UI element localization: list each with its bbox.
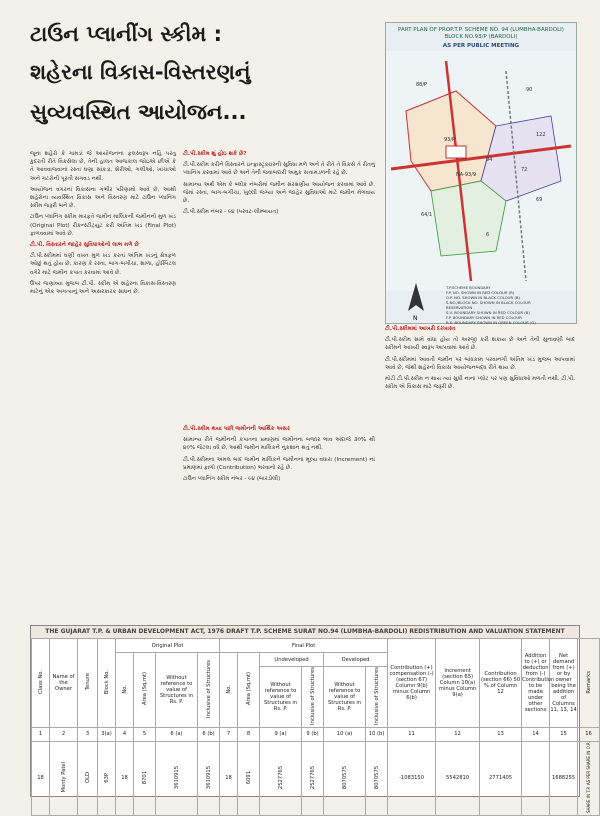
tp-scheme-map [385, 22, 577, 324]
map-plot-label: 88/P [416, 82, 428, 88]
header-increment: Increment (section 65) Column 10(a) minus Column 9(a) [436, 639, 480, 728]
header-developed: Developed [324, 653, 388, 667]
header-tenure: Tenure [78, 639, 98, 728]
article-column-1 [30, 150, 176, 620]
article-column-3 [385, 325, 575, 620]
paragraph: ટી.પી.સ્કીમ કરીને વિસ્તારને ઇન્ફ્રાસ્ટ્રક્ચરની સુવિધા મળે અને તે રીતે તે વિકસે તે રીતનું પ્લાનિંગ કરવામાં આવે છે અને તેની જવાબદારી અમુક સત્તામંડળની રહે છે. [183, 162, 375, 177]
paragraph: મોટી ટી.પી.સ્કીમ ન થાય ત્યાં સુધી નાના પ્લોટ પર પણ સુવિધાઓ મળતી નથી. ટી.પી. સ્કીમ એ વિકાસ માટે જરૂરી છે. [385, 376, 575, 391]
header-contribution: Contribution (+) compensation (-) (section 67) Column 9(b) minus Column 6(b) [388, 639, 436, 728]
legend-item: T.P.SCHEME BOUNDARY [446, 285, 491, 290]
table [31, 638, 600, 816]
map-plot-label: 69 [536, 197, 543, 203]
paragraph: ઉપર જણાવ્યા મુજબ ટી.પી. સ્કીમ એ શહેરના વિકાસ-વિસ્તરણ માટેનું એક અગત્યનું અને અસરકારક સાધન છે. [30, 280, 176, 296]
header-remarks: Remarks [578, 639, 600, 728]
map-plot-label: 72 [521, 167, 528, 173]
paragraph: ટી.પી.સ્કીમના અમલ બાદ જમીન માલિકને જમીનના મૂલ્ય વધારા (Increment) ના પ્રમાણમાં ફાળો (Contribution) ભરવાનો રહે છે. [183, 456, 375, 471]
subheading: ટી.પી.સ્કીમમાં આખરી દરખાસ્ત [385, 326, 456, 332]
legend-item: S.NO./BLOCK NO. SHOWN IN BLACK COLOUR [446, 300, 531, 305]
legend-item: F.P. NO. SHOWN IN RED COLOUR (R) [446, 290, 515, 295]
header-op-inclusive: Inclusive of Structures [198, 653, 220, 728]
subheading: ટી.પી. વિસ્તારને જાહેર સુવિધાઓનો લાભ મળે છે [30, 242, 139, 249]
paragraph: સામાન્ય અર્થ એમ કે બ્લોક નંબરોમાં જમીન સંરક્ષણીય આયોજન કરવામાં આવે છે. જેમાં રસ્તા, બાગ-બગીચા, ખુલ્લી જગ્યા અને જાહેર સુવિધાઓ માટે જમીન મેળવાય છે. [183, 181, 375, 205]
header-fp-no: No. [220, 653, 238, 728]
map-plot-label: 64/1 [421, 212, 433, 218]
map-title: PART PLAN OF PROP.T.P. SCHEME NO. 94 (LUMBHA-BARDOLI) BLOCK NO.93/P (BARDOLI) [398, 27, 564, 40]
column-number-row: 1 2 3 3(a) 4 5 6 (a) 6 (b) 7 8 9 (a) 9 (b) 10 (a) 10 (b) 11 12 13 14 15 16 [32, 727, 600, 741]
legend-item: F.P. BOUNDARY SHOWN IN RED COLOUR [446, 315, 522, 320]
map-plot-label: 90 [526, 87, 533, 93]
header-class-no: Class No. [32, 639, 50, 728]
table-title: THE GUJARAT T.P. & URBAN DEVELOPMENT ACT, 1976 DRAFT T.P. SCHEME SURAT NO.94 (LUMBHA-BARDOLI) REDISTRIBUTION AND VALUATION STATEMENT [31, 626, 579, 638]
headline-line-2: શહેરના વિકાસ-વિસ્તરણનું [30, 60, 251, 84]
north-arrow-icon [396, 281, 436, 321]
paragraph: ટી.પી.સ્કીમમાં આવતી જમીન પર બાંધકામ પરવાનગી અંતિમ ખંડ મુજબ આપવામાં આવે છે, જેથી શહેરનો વિકાસ આયોજનબદ્ધ રીતે થાય છે. [385, 356, 575, 371]
paragraph: ટી.પી.સ્કીમ નંબર - ૯૪ (પરવટ-લીમ્બાયત) [183, 209, 279, 216]
header-undev-without-ref: Without reference to value of Structures in Rs. P. [260, 667, 302, 728]
map-plot-label: 122 [536, 132, 546, 138]
subheading: ટી.પી.સ્કીમ શું હોઇ શકે છે? [183, 151, 247, 157]
header-dev-inclusive: Inclusive of Structures [366, 667, 388, 728]
paragraph: આયોજન વગરનાં વિકાસના ગંભીર પરિણામો આવે છે, આથી શહેરોના વ્યવસ્થિત વિકાસ અને વિસ્તરણ માટે ટાઉન પ્લાનિંગ સ્કીમ જરૂરી બને છે. [30, 186, 176, 210]
legend-item: R.S. BOUNDARY SHOWN IN GREEN COLOUR (G) [446, 320, 536, 325]
map-plot-label: 94 [486, 157, 493, 163]
header-final-plot: Final Plot [220, 639, 388, 653]
header-contribution-66: Contribution (section 66) 50 % of Column 12 [480, 639, 522, 728]
article-column-2b [183, 425, 375, 620]
headline-line-1: ટાઉન પ્લાનીંગ સ્કીમ : [30, 22, 223, 46]
legend-item: RESERVATION [446, 305, 473, 310]
article-column-2 [183, 150, 375, 420]
header-original-plot: Original Plot [116, 639, 220, 653]
header-undeveloped: Undeveloped [260, 653, 324, 667]
map-drawing [386, 51, 576, 291]
paragraph: ટાઉન પ્લાનિંગ સ્કીમ મારફતે જમીન માલિકની જમીનનો મુળ ખંડ (Original Plot) રીકન્સ્ટીટ્યુટ કરી અંતિમ ખંડ (Final Plot) ફાળવવામાં આવે છે. [30, 214, 176, 237]
legend-item: O.P. NO. SHOWN IN BLACK COLOUR (B) [446, 295, 520, 300]
legend-item: S.V. BOUNDARY SHOWN IN RED COLOUR (B) [446, 310, 530, 315]
valuation-statement-table [30, 625, 592, 813]
header-op-without-ref: Without reference to value of Structures in Rs. P. [156, 653, 198, 728]
map-plot-label: NA-93/9 [456, 172, 477, 178]
header-block-no: Block No. [98, 639, 116, 728]
paragraph: ટાઉન પ્લાનિંગ સ્કીમ નંબર - ૯૪ (બારડોલી) [183, 476, 281, 483]
header-dev-without-ref: Without reference to value of Structures in Rs. P. [324, 667, 366, 728]
table-row: 18 Monty Patel OLD 63P 18 8701 3610915 3610915 18 6091 2527765 2527765 8070575 8070575 -1083150 5542810 2771405 1688255 SHARE IN T.P. AS PER SHARE IN O.P. [32, 741, 600, 815]
map-legend [446, 285, 571, 325]
header-fp-area: Area (Sq.mt) [238, 653, 260, 728]
paragraph: ટી.પી.સ્કીમમાં ઘણી વખત મુળ ખંડ કરતાં અંતિમ ખંડનું ક્ષેત્રફળ ઓછું થતું હોય છે, કારણ કે રસ્તા, બાગ-બગીચા, શાળા, હોસ્પિટલ વગેરે માટે જમીન કપાત કરવામાં આવે છે. [30, 253, 176, 276]
paragraph: જૂના શહેરો કે ગામડાં જે આયોજનના ફલસ્વરૂપ નહિ પરંતુ કુદરતી રીતે વિકસેલા છે, તેની હાલત આજકાલ જોઇએ છીએ કે તે આવવાજવાનાં રસ્તા ઘણા સાંકડા, શેરીઓ, ગલીઓ, ખાંચાઓ અને ગટરોની પૂરતી સગવડ નથી. [30, 151, 176, 182]
map-plot-label: 93/P [444, 137, 456, 143]
svg-text:N: N [413, 315, 418, 322]
map-plot-label: 6 [486, 232, 490, 238]
header-op-no: No. [116, 653, 134, 728]
paragraph: ટી.પી.સ્કીમ સામે વાંધા હોય તો અરજી કરી શકાય છે અને તેની સુનાવણી બાદ સ્કીમને આખરી સ્વરૂપ આપવામાં આવે છે. [385, 337, 575, 352]
headline-line-3: સુવ્યવસ્થિત આયોજન... [30, 100, 247, 124]
paragraph: સામાન્ય રીતે જમીનની કપાતના પ્રમાણમાં જમીનના બજાર ભાવ અંદાજે ૩૦% થી ૪૦% જેટલા વધે છે, આથી જમીન માલિકને નુકશાન થતું નથી. [183, 437, 375, 452]
header-net-demand: Net demand from (+) or by owner being the addition of Columns 11, 13, 14 [550, 639, 578, 728]
map-subtitle: AS PER PUBLIC MEETING [442, 43, 520, 49]
header-undev-inclusive: Inclusive of Structures [302, 667, 324, 728]
header-owner: Name of the Owner [50, 639, 78, 728]
subheading: ટી.પી.સ્કીમ થયા પછી જમીનની આર્થિક અસર [183, 426, 290, 432]
header-addition: Addition to (+) or deduction from (-) Contribution to be made under other sections [522, 639, 550, 728]
header-op-area: Area (Sq.mt) [134, 653, 156, 728]
